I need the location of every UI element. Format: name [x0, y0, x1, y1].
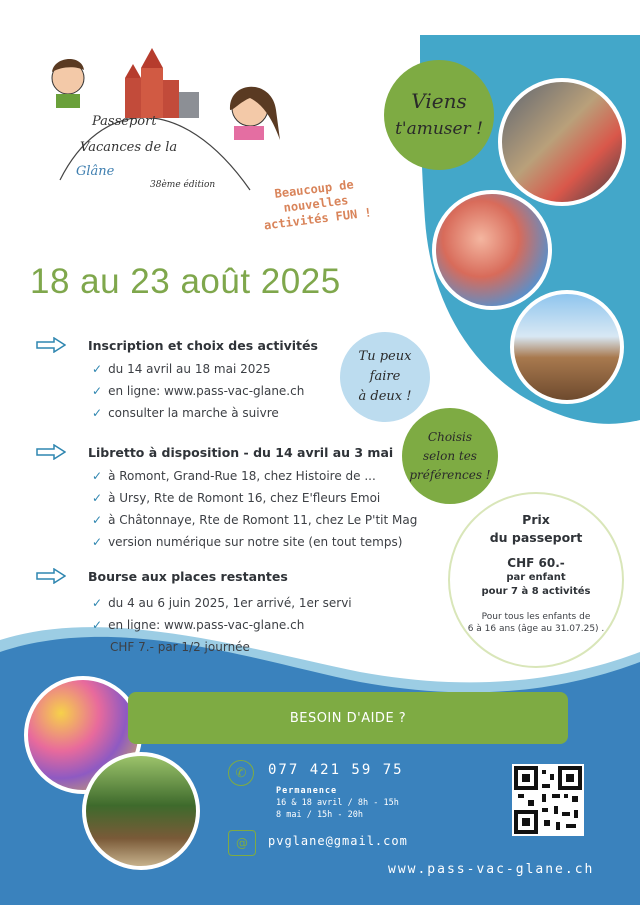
check-icon: ✓: [92, 596, 103, 610]
check-icon: ✓: [92, 513, 103, 527]
list-item: ✓ en ligne: www.pass-vac-glane.ch: [92, 618, 305, 632]
bubble-viens-line2: t'amuser !: [395, 119, 483, 139]
arrow-icon: [36, 337, 66, 353]
check-icon: ✓: [92, 469, 103, 483]
list-item: ✓ du 14 avril au 18 mai 2025: [92, 362, 271, 376]
check-icon: ✓: [92, 618, 103, 632]
qr-code: [512, 764, 584, 836]
price-note-1: Pour tous les enfants de: [481, 612, 591, 622]
price-circle: [448, 492, 624, 668]
list-item: ✓ consulter la marche à suivre: [92, 406, 279, 420]
list-item: ✓ à Châtonnaye, Rte de Romont 11, chez Le P'tit Mag: [92, 513, 418, 527]
check-icon: ✓: [92, 406, 103, 420]
price-title-2: du passeport: [489, 530, 583, 545]
phone-icon: ✆: [228, 760, 254, 786]
bubble-choisis: [402, 408, 498, 504]
kids-hands-photo: [432, 190, 552, 310]
price-note-2: 6 à 16 ans (âge au 31.07.25) .: [467, 624, 605, 634]
check-icon: ✓: [92, 362, 103, 376]
section-title-bourse: Bourse aux places restantes: [88, 569, 288, 584]
list-item: ✓ version numérique sur notre site (en tout temps): [92, 535, 403, 549]
bubble-deux-line3: à deux !: [358, 389, 412, 404]
permanence-title: Permanence: [276, 786, 338, 796]
price-per: par enfant: [506, 572, 566, 583]
price-amount: CHF 60.-: [507, 556, 565, 570]
bubble-deux-line1: Tu peux: [358, 349, 412, 364]
list-item: ✓ en ligne: www.pass-vac-glane.ch: [92, 384, 305, 398]
list-item: ✓ à Ursy, Rte de Romont 16, chez E'fleurs Emoi: [92, 491, 381, 505]
check-icon: ✓: [92, 384, 103, 398]
price-per-half-day: CHF 7.- par 1/2 journée: [110, 640, 250, 654]
website-link[interactable]: www.pass-vac-glane.ch: [388, 862, 595, 877]
bubble-viens: [384, 60, 494, 170]
arrow-icon: [36, 444, 66, 460]
logo: [40, 40, 310, 200]
bubble-choisis-line3: préférences !: [409, 467, 491, 482]
list-item: ✓ à Romont, Grand-Rue 18, chez Histoire de ...: [92, 469, 376, 483]
phone-number[interactable]: 077 421 59 75: [268, 762, 404, 778]
price-title-1: Prix: [522, 512, 550, 527]
email-icon: @: [228, 830, 256, 856]
event-dates: 18 au 23 août 2025: [30, 262, 341, 301]
permanence-line-1: 16 & 18 avril / 8h - 15h: [276, 798, 399, 808]
karting-photo: [498, 78, 626, 206]
price-activities: pour 7 à 8 activités: [481, 586, 591, 597]
bubble-choisis-line2: selon tes: [423, 448, 477, 463]
bubble-deux-line2: faire: [369, 369, 401, 384]
bubble-choisis-line1: Choisis: [427, 429, 473, 444]
help-banner: BESOIN D'AIDE ?: [128, 692, 568, 744]
logo-title-1: Passeport: [92, 114, 157, 129]
section-title-libretto: Libretto à disposition - du 14 avril au 3 mai: [88, 445, 394, 460]
list-item: ✓ du 4 au 6 juin 2025, 1er arrivé, 1er servi: [92, 596, 352, 610]
tree-house-photo: [510, 290, 624, 404]
logo-title-3: Glâne: [76, 164, 115, 179]
logo-title-2: Vacances de la: [80, 140, 178, 155]
check-icon: ✓: [92, 535, 103, 549]
bubble-viens-line1: Viens: [411, 89, 467, 113]
tagline: Beaucoup de nouvelles activités FUN !: [263, 177, 373, 233]
email-address[interactable]: pvglane@gmail.com: [268, 834, 408, 848]
section-title-inscription: Inscription et choix des activités: [88, 338, 318, 353]
check-icon: ✓: [92, 491, 103, 505]
permanence-line-2: 8 mai / 15h - 20h: [276, 810, 363, 820]
bubble-deux: [340, 332, 430, 422]
logo-edition: 38ème édition: [150, 180, 216, 190]
arrow-icon: [36, 568, 66, 584]
horse-riding-photo: [82, 752, 200, 870]
